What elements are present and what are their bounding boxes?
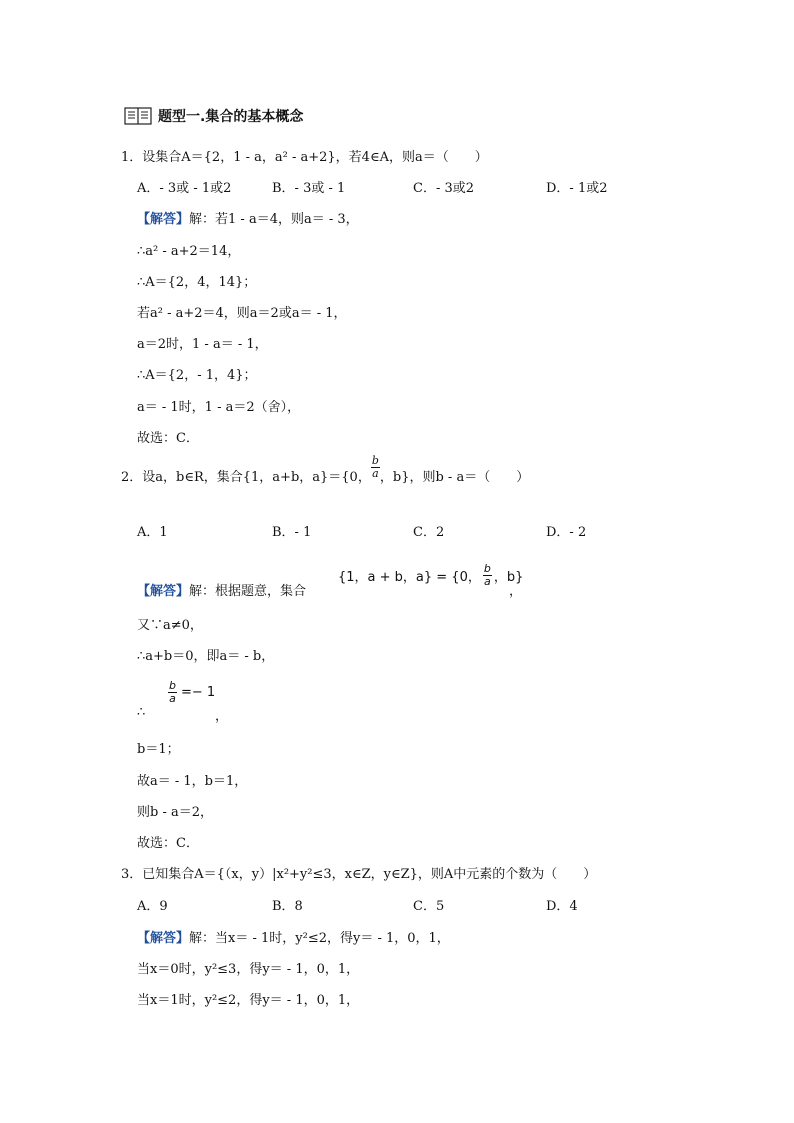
q2-therefore-symbol: ∴ xyxy=(137,705,146,720)
q1-answer-line-7: a＝ - 1时，1 - a＝2（舍）， xyxy=(137,400,301,415)
q2-answer-tag: 【解答】 xyxy=(137,584,190,599)
q2-option-c: C．2 xyxy=(413,525,445,540)
section-title: 题型一.集合的基本概念 xyxy=(158,109,304,125)
q3-answer-line-3: 当x＝1时，y²≤2，得y＝ - 1，0，1， xyxy=(137,993,360,1008)
q2-stem xyxy=(121,454,530,488)
q1-solution-text: 解：若1 - a＝4，则a＝ - 3， xyxy=(189,212,359,227)
q2-ratio-equation xyxy=(168,680,215,705)
q2-formula-fraction-den: a xyxy=(483,575,491,588)
q3-option-c: C．5 xyxy=(413,899,445,914)
q1-option-d: D．- 1或2 xyxy=(546,181,608,196)
q1-answer-line-5: a＝2时，1 - a＝ - 1， xyxy=(137,337,268,352)
q2-ratio-rhs: =− 1 xyxy=(180,685,216,700)
q2-option-d: D．- 2 xyxy=(546,525,587,540)
q1-option-c: C．- 3或2 xyxy=(413,181,475,196)
q2-answer-line-1 xyxy=(137,580,306,599)
q2-answer-line-4: b＝1； xyxy=(137,742,180,757)
q3-solution-text: 解：当x＝ - 1时，y²≤2，得y＝ - 1，0，1， xyxy=(189,931,450,946)
q2-ratio-fraction-den: a xyxy=(169,692,176,705)
q2-stem-part-2: ，b}，则b - a＝（ ） xyxy=(379,470,530,485)
q1-answer-line-4: 若a² - a+2＝4，则a＝2或a＝ - 1， xyxy=(137,306,347,321)
section-heading xyxy=(124,106,303,126)
q1-answer-line-2: ∴a² - a+2＝14， xyxy=(137,244,241,259)
q2-answer-line-2: 又∵a≠0， xyxy=(137,618,203,633)
q3-option-d: D．4 xyxy=(546,899,578,914)
q2-ratio-fraction-num: b xyxy=(169,679,176,692)
q1-answer-line-6: ∴A＝{2，- 1，4}； xyxy=(137,368,257,383)
q1-answer-line-8: 故选：C． xyxy=(137,431,199,446)
q2-stem-part-1: 2．设a，b∈R，集合{1，a+b，a}＝{0， xyxy=(121,470,371,485)
open-book-icon xyxy=(124,106,152,126)
q2-answer-line-7: 故选：C． xyxy=(137,836,199,851)
q3-answer-line-1 xyxy=(137,927,450,946)
q3-stem: 3．已知集合A＝{（x，y）|x²+y²≤3，x∈Z，y∈Z}，则A中元素的个数为（ ） xyxy=(121,867,597,882)
q1-answer-line-3: ∴A＝{2，4，14}； xyxy=(137,275,257,290)
q2-stem-fraction xyxy=(371,455,380,480)
q1-answer-tag: 【解答】 xyxy=(137,212,190,227)
q3-option-b: B．8 xyxy=(272,899,303,914)
q3-answer-line-2: 当x＝0时，y²≤3，得y＝ - 1，0，1， xyxy=(137,962,360,977)
q2-answer-line-6: 则b - a＝2， xyxy=(137,805,214,820)
q3-answer-tag: 【解答】 xyxy=(137,931,190,946)
q2-formula-part-2: ，b} xyxy=(493,570,524,585)
q3-option-a: A．9 xyxy=(137,899,168,914)
q2-solution-text: 解：根据题意，集合 xyxy=(189,584,307,599)
q2-set-formula xyxy=(338,563,523,588)
q2-option-a: A．1 xyxy=(137,525,168,540)
q2-formula-part-1: {1，a + b，a} = {0， xyxy=(338,570,481,585)
q2-option-b: B．- 1 xyxy=(272,525,312,540)
q2-stem-fraction-den: a xyxy=(372,467,379,480)
q1-stem: 1．设集合A＝{2，1 - a，a² - a+2}，若4∈A，则a＝（ ） xyxy=(121,150,488,165)
q2-ratio-fraction xyxy=(168,680,177,705)
q1-option-a: A．- 3或 - 1或2 xyxy=(137,181,232,196)
q2-formula-fraction xyxy=(483,563,492,588)
q2-formula-fraction-num: b xyxy=(483,562,491,575)
q2-ratio-comma: ， xyxy=(215,709,229,724)
q2-answer-line-3: ∴a+b＝0，即a＝ - b， xyxy=(137,649,275,664)
q1-answer-line-1 xyxy=(137,208,359,227)
q2-answer-line-5: 故a＝ - 1，b＝1， xyxy=(137,774,248,789)
q2-stem-fraction-num: b xyxy=(371,454,379,467)
q1-option-b: B．- 3或 - 1 xyxy=(272,181,346,196)
q2-formula-comma: ， xyxy=(509,584,523,599)
